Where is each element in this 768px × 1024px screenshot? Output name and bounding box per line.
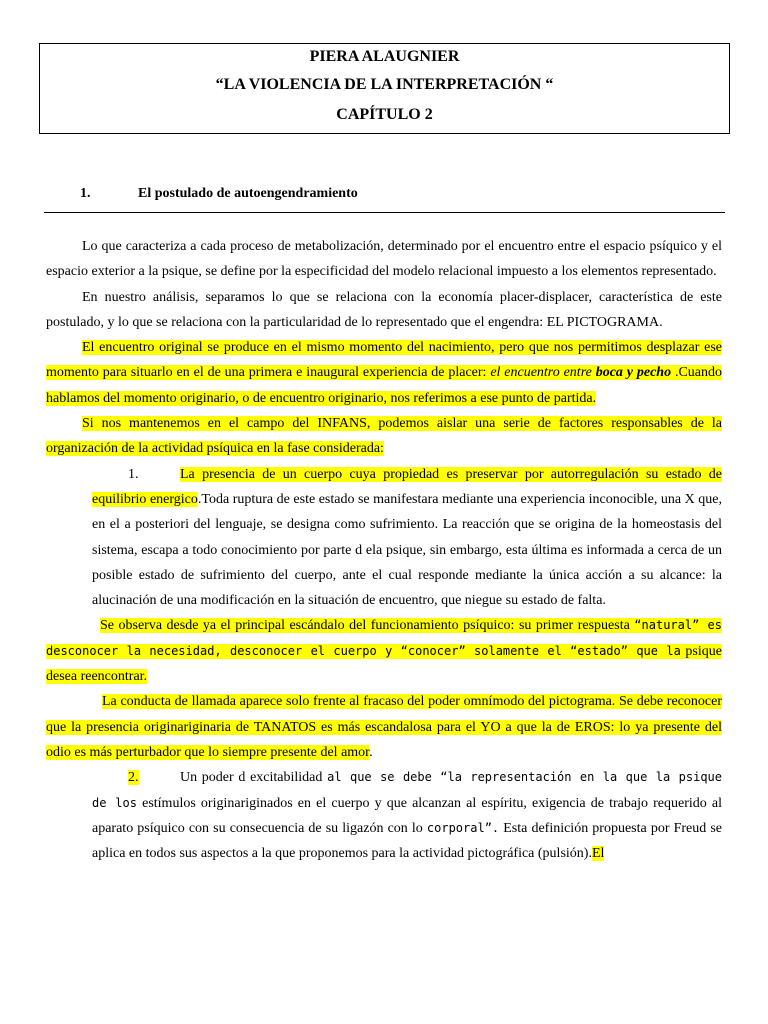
highlight: La conducta de llamada aparece solo frente al fracaso del poder omnímodo del pictograma. Se debe reconocer que la presencia originariginaria de TANATOS es más escandalosa para el YO a que la de EROS: lo ya presente del odio es más perturbador que lo siempre presente del amor: [46, 694, 722, 760]
list-number: 1.: [128, 466, 139, 482]
author-heading: PIERA ALAUGNIER: [309, 48, 460, 65]
section-divider: [44, 212, 725, 213]
list-item-mono-2: corporal”.: [426, 820, 500, 835]
list-number: 2.: [128, 770, 139, 786]
highlight: Si nos mantenemos en el campo del INFANS, podemos aislar una serie de factores responsables de la organización de la actividad psíquica en la fase considerada:: [46, 416, 722, 457]
paragraph-5-text: Se observa desde ya el principal escándalo del funcionamiento psíquico: su primer respuesta: [100, 618, 635, 634]
list-item-text: .Toda ruptura de este estado se manifestara mediante una experiencia inconocible, una X que, en el a posteriori del lenguaje, se designa como sufrimiento. La reacción que se origina de la homeostasis del sistema, escapa a todo conocimiento por parte d ela psique, sin embargo, esta última es informada a cerca de un posible estado de sufrimiento del cuerpo, ante el cual responde mediante la única acción a su alcance: la alucinación de una modificación en la situación de encuentro, que niegue su estado de falta.: [92, 491, 723, 609]
title-box: [39, 43, 730, 134]
paragraph-3: [46, 335, 722, 411]
highlight: [46, 340, 722, 406]
paragraph-6: [46, 689, 722, 765]
emphasis-bold: boca y pecho: [595, 365, 672, 381]
section-number: 1.: [80, 186, 91, 201]
paragraph-4: [46, 411, 722, 462]
highlight: [46, 618, 722, 684]
paragraph-5-mono: “natural” es desconocer la necesidad, desconocer el cuerpo y “conocer” solamente el “estado” que la: [46, 618, 722, 658]
paragraph-1: Lo que caracteriza a cada proceso de metabolización, determinado por el encuentro entre el espacio psíquico y el espacio exterior a la psique, se define por la especificidad del modelo relacional impuesto a los elementos representado.: [46, 239, 722, 280]
highlight: El: [591, 846, 605, 862]
paragraph-5-text-b: psique desea reencontrar.: [46, 643, 722, 685]
paragraph-5: [46, 613, 722, 689]
section-title: El postulado de autoengendramiento: [138, 186, 358, 201]
work-title: “LA VIOLENCIA DE LA INTERPRETACIÓN “: [215, 76, 554, 93]
list-item-text-c: Esta definición propuesta por Freud se aplica en todos sus aspectos a la que proponemos para la actividad pictográfica (pulsión).: [92, 820, 723, 862]
paragraph-3-text: El encuentro original se produce en el mismo momento del nacimiento, pero que nos permitimos desplazar ese momento para situarlo en el de una primera e inaugural experiencia de placer:: [46, 340, 722, 381]
list-item-text: Un poder d excitabilidad: [180, 770, 328, 786]
list-item-text-b: estímulos originariginados en el cuerpo y que alcanzan al espíritu, exigencia de trabajo requerido al aparato psíquico con su consecuencia de su ligazón con lo: [92, 795, 722, 836]
section-heading: [80, 186, 358, 202]
chapter-heading: CAPÍTULO 2: [336, 106, 433, 123]
paragraph-3-text-b: .Cuando hablamos del momento originario, o de encuentro originario, nos referimos a ese punto de partida.: [46, 365, 722, 406]
list-item-mono: al que se debe “la representación en la que la psique de los: [92, 770, 722, 810]
list-item-2: [46, 765, 722, 866]
emphasis: el encuentro entre: [490, 365, 596, 381]
list-number-wrap: [92, 765, 180, 790]
paragraph-6-end: .: [369, 744, 373, 760]
paragraph-2: En nuestro análisis, separamos lo que se relaciona con la economía placer-displacer, característica de este postulado, y lo que se relaciona con la particularidad de lo representado que el engendra: EL PICTOGRAMA.: [46, 289, 722, 330]
highlight: La presencia de un cuerpo cuya propiedad es preservar por autorregulación su estado de equilibrio energico: [92, 466, 722, 507]
document-body: [46, 234, 722, 866]
list-item-1: [46, 462, 722, 614]
